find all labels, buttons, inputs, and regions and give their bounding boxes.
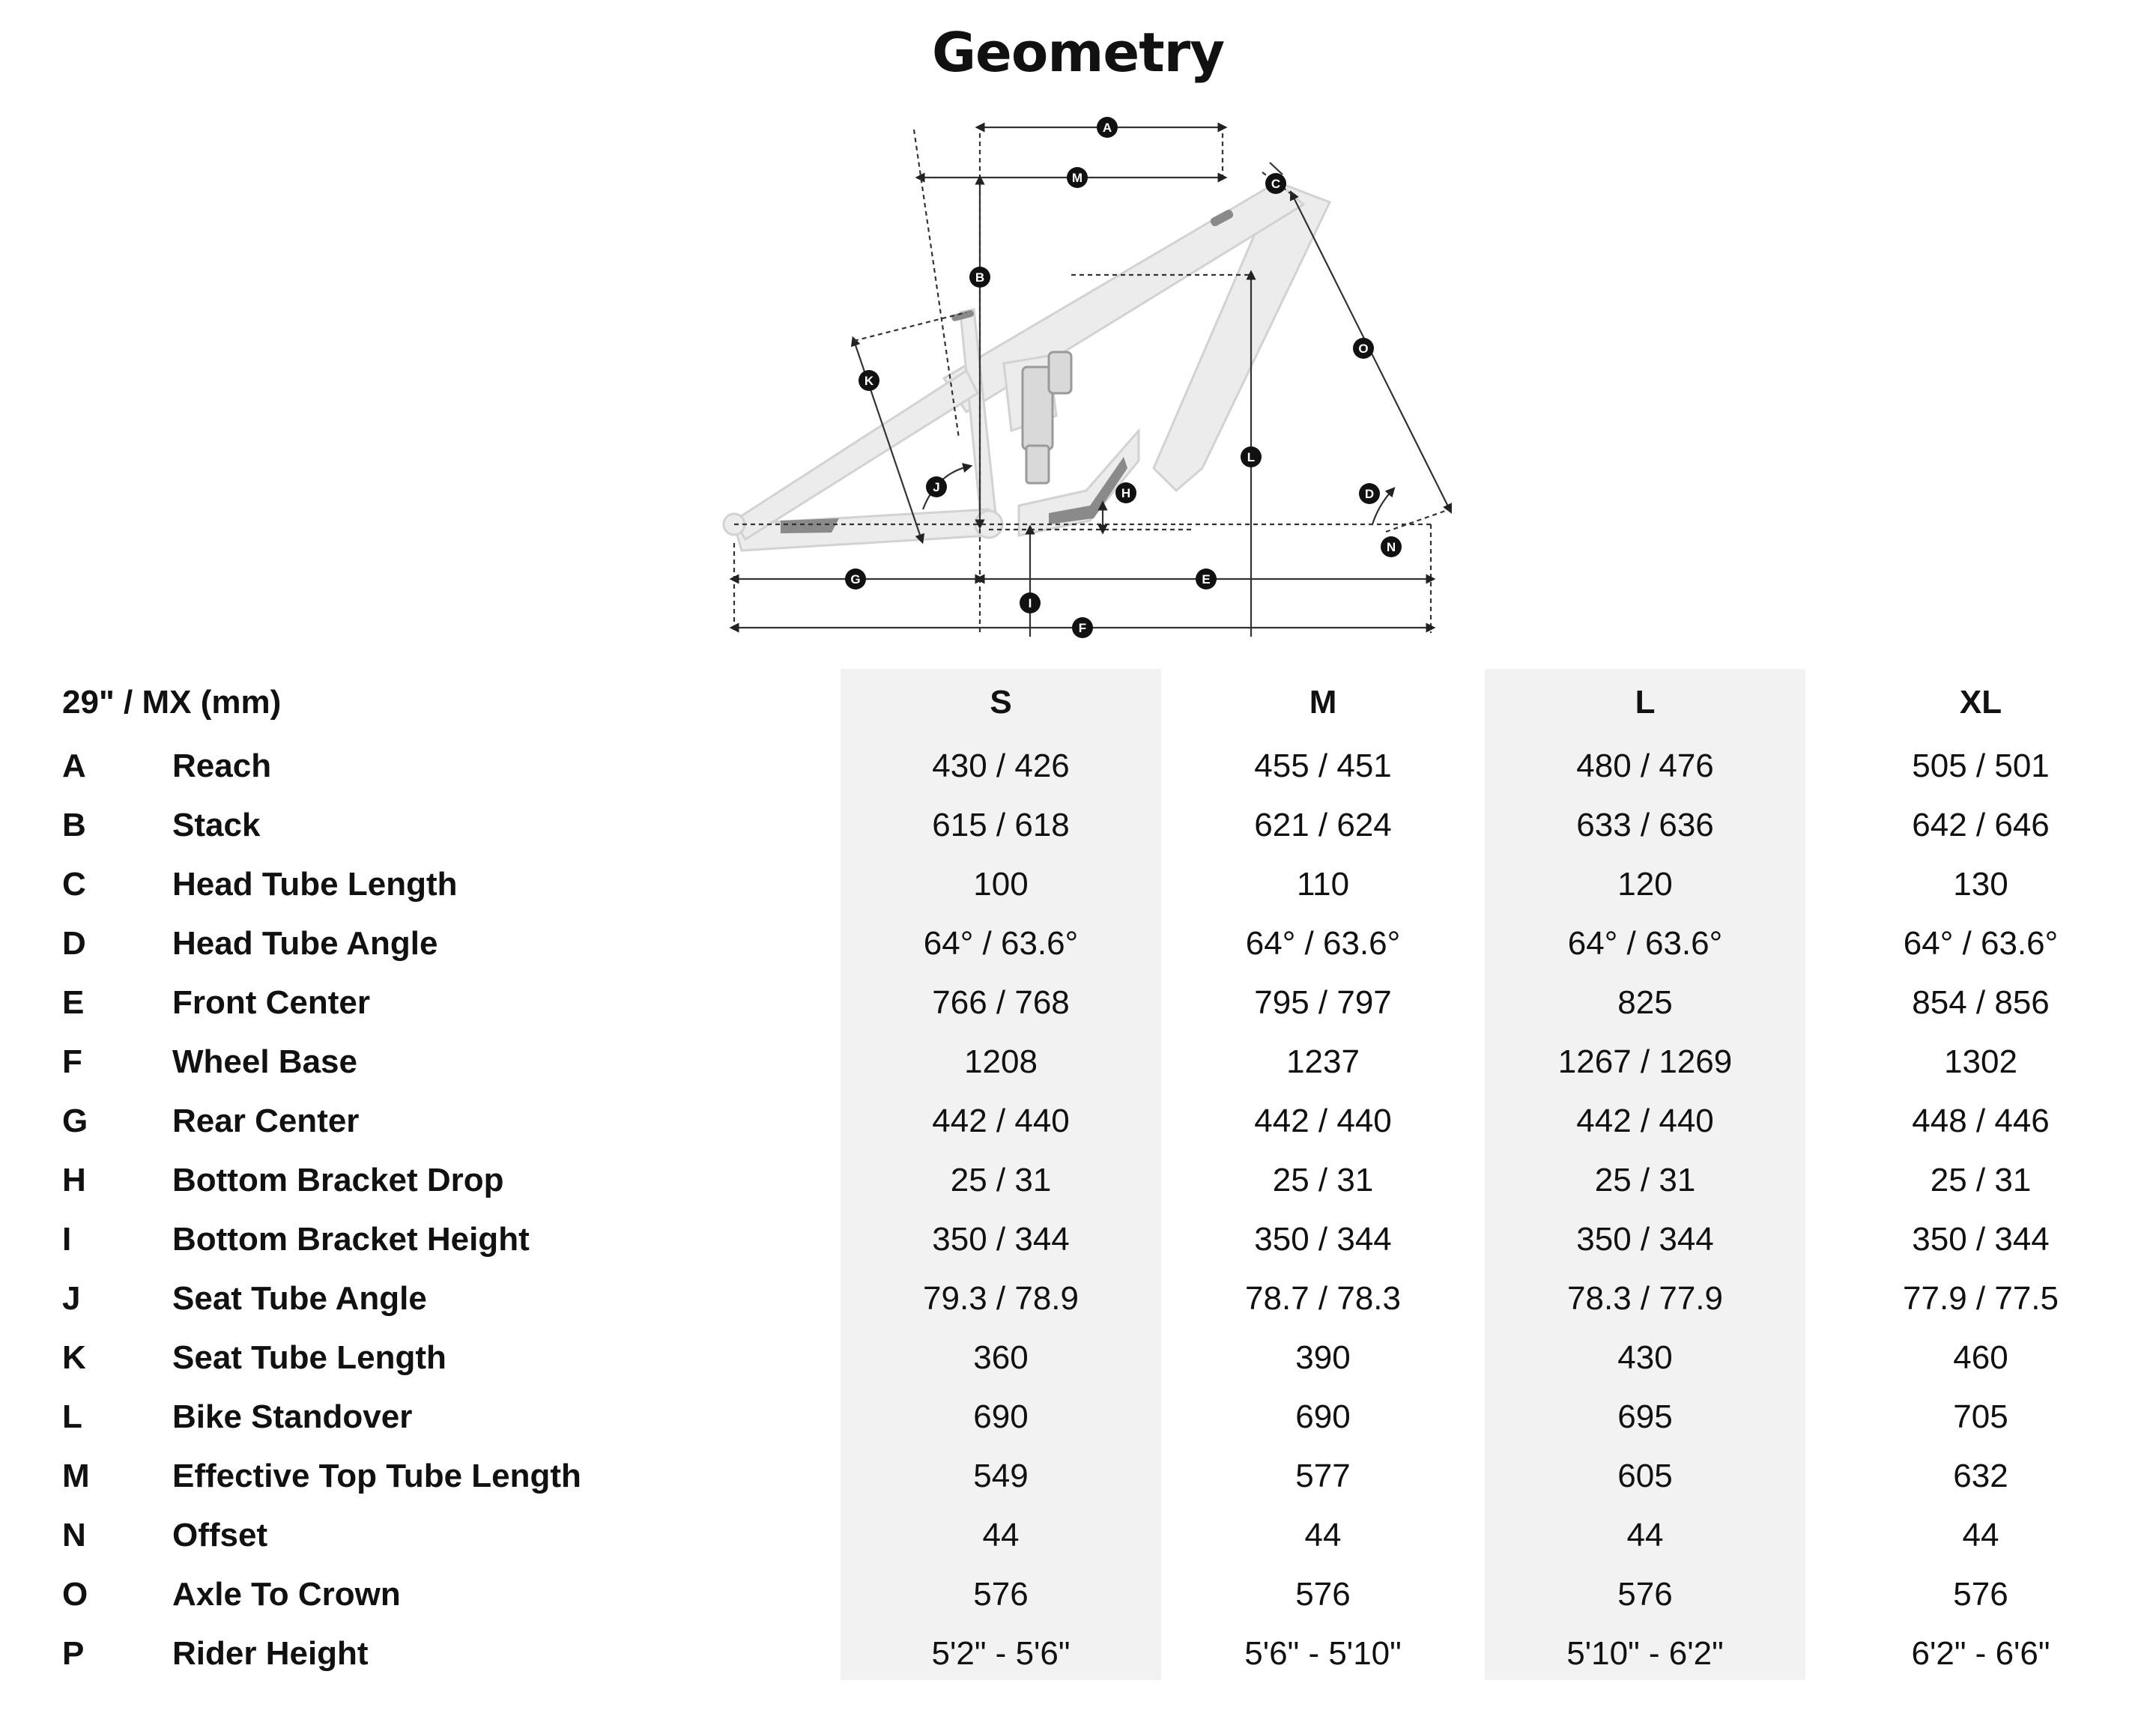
value-cell-l: 480 / 476 <box>1576 747 1714 784</box>
value-cell-l: 442 / 440 <box>1576 1102 1714 1139</box>
value-cell-xl: 1302 <box>1944 1043 2017 1080</box>
value-cell-l: 430 <box>1617 1339 1673 1376</box>
value-cell-l: 78.3 / 77.9 <box>1567 1279 1723 1317</box>
row-measurement-name: Wheel Base <box>172 1043 357 1080</box>
header-row <box>0 669 2156 736</box>
dimension-lines <box>734 125 1450 637</box>
row-measurement-name: Offset <box>172 1516 268 1553</box>
table-row <box>0 795 2156 855</box>
size-header-s: S <box>990 684 1012 721</box>
svg-text:L: L <box>1247 450 1256 464</box>
value-cell-xl: 632 <box>1953 1457 2008 1494</box>
value-cell-s: 360 <box>973 1339 1029 1376</box>
value-cell-s: 549 <box>973 1457 1029 1494</box>
value-cell-m: 442 / 440 <box>1254 1102 1392 1139</box>
table-row <box>0 1150 2156 1210</box>
row-letter: F <box>62 1043 82 1080</box>
row-measurement-name: Seat Tube Angle <box>172 1279 427 1317</box>
table-row <box>0 1624 2156 1683</box>
svg-text:G: G <box>850 572 861 586</box>
row-letter: B <box>62 806 86 843</box>
value-cell-xl: 448 / 446 <box>1912 1102 2050 1139</box>
page-title: Geometry <box>931 21 1225 84</box>
row-measurement-name: Bottom Bracket Height <box>172 1220 530 1258</box>
label-h <box>1115 482 1136 503</box>
value-cell-xl: 44 <box>1962 1516 1999 1553</box>
row-measurement-name: Rider Height <box>172 1634 369 1672</box>
label-a <box>1097 117 1118 138</box>
value-cell-m: 576 <box>1295 1575 1351 1613</box>
row-measurement-name: Bike Standover <box>172 1398 413 1435</box>
table-row <box>0 1328 2156 1387</box>
row-letter: K <box>62 1339 86 1376</box>
table-row <box>0 1446 2156 1506</box>
value-cell-s: 25 / 31 <box>950 1161 1052 1198</box>
value-cell-m: 577 <box>1295 1457 1351 1494</box>
size-header-xl: XL <box>1959 684 2002 721</box>
value-cell-l: 25 / 31 <box>1594 1161 1696 1198</box>
value-cell-m: 25 / 31 <box>1272 1161 1374 1198</box>
label-k <box>859 370 879 391</box>
row-letter: N <box>62 1516 86 1553</box>
bike-frame-illustration <box>719 116 1468 648</box>
value-cell-s: 690 <box>973 1398 1029 1435</box>
row-measurement-name: Head Tube Angle <box>172 924 438 962</box>
value-cell-s: 430 / 426 <box>932 747 1070 784</box>
row-letter: E <box>62 983 85 1021</box>
value-cell-m: 350 / 344 <box>1254 1220 1392 1258</box>
svg-text:B: B <box>975 270 985 285</box>
value-cell-l: 576 <box>1617 1575 1673 1613</box>
svg-text:A: A <box>1102 121 1112 135</box>
row-measurement-name: Stack <box>172 806 261 843</box>
value-cell-s: 5'2" - 5'6" <box>931 1634 1071 1672</box>
value-cell-s: 1208 <box>964 1043 1038 1080</box>
value-cell-s: 615 / 618 <box>932 806 1070 843</box>
geometry-diagram <box>719 116 1468 648</box>
value-cell-m: 110 <box>1296 865 1350 903</box>
row-letter: D <box>62 924 86 962</box>
value-cell-xl: 505 / 501 <box>1912 747 2050 784</box>
value-cell-l: 1267 / 1269 <box>1557 1043 1733 1080</box>
label-d <box>1359 483 1380 504</box>
row-letter: L <box>62 1398 82 1435</box>
value-cell-s: 64° / 63.6° <box>923 924 1079 962</box>
table-row <box>0 1506 2156 1565</box>
value-cell-xl: 6'2" - 6'6" <box>1911 1634 2050 1672</box>
table-row <box>0 1210 2156 1269</box>
value-cell-m: 621 / 624 <box>1254 806 1392 843</box>
label-g <box>845 569 866 589</box>
table-row <box>0 1565 2156 1624</box>
value-cell-xl: 854 / 856 <box>1912 983 2050 1021</box>
size-header-m: M <box>1309 684 1337 721</box>
value-cell-m: 390 <box>1295 1339 1351 1376</box>
value-cell-s: 79.3 / 78.9 <box>923 1279 1079 1317</box>
value-cell-xl: 705 <box>1953 1398 2008 1435</box>
value-cell-l: 64° / 63.6° <box>1567 924 1723 962</box>
unit-header: 29" / MX (mm) <box>62 684 282 721</box>
svg-text:H: H <box>1121 486 1131 500</box>
value-cell-xl: 350 / 344 <box>1912 1220 2050 1258</box>
geometry-table <box>0 669 2156 1683</box>
value-cell-xl: 130 <box>1953 865 2008 903</box>
table-row <box>0 914 2156 973</box>
value-cell-m: 44 <box>1304 1516 1342 1553</box>
table-row <box>0 1032 2156 1091</box>
value-cell-xl: 64° / 63.6° <box>1903 924 2059 962</box>
svg-text:O: O <box>1358 342 1369 356</box>
value-cell-s: 442 / 440 <box>932 1102 1070 1139</box>
table-row <box>0 973 2156 1032</box>
label-e <box>1196 569 1217 589</box>
label-j <box>926 476 947 497</box>
row-measurement-name: Effective Top Tube Length <box>172 1457 581 1494</box>
value-cell-s: 44 <box>982 1516 1020 1553</box>
value-cell-l: 695 <box>1617 1398 1673 1435</box>
value-cell-xl: 25 / 31 <box>1930 1161 2032 1198</box>
table-body <box>0 736 2156 1683</box>
label-o <box>1353 338 1374 359</box>
value-cell-m: 64° / 63.6° <box>1245 924 1401 962</box>
table-row <box>0 1387 2156 1446</box>
value-cell-l: 120 <box>1617 865 1673 903</box>
value-cell-l: 350 / 344 <box>1576 1220 1714 1258</box>
svg-text:N: N <box>1386 540 1396 554</box>
label-l <box>1241 446 1262 467</box>
row-letter: M <box>62 1457 90 1494</box>
row-letter: P <box>62 1634 85 1672</box>
value-cell-m: 78.7 / 78.3 <box>1245 1279 1401 1317</box>
label-c <box>1265 173 1286 194</box>
row-letter: H <box>62 1161 86 1198</box>
svg-text:K: K <box>864 374 874 388</box>
row-measurement-name: Bottom Bracket Drop <box>172 1161 504 1198</box>
value-cell-l: 825 <box>1617 983 1673 1021</box>
value-cell-m: 455 / 451 <box>1254 747 1392 784</box>
value-cell-s: 100 <box>973 865 1029 903</box>
table-row <box>0 736 2156 795</box>
svg-text:M: M <box>1071 171 1083 185</box>
row-measurement-name: Rear Center <box>172 1102 360 1139</box>
row-measurement-name: Seat Tube Length <box>172 1339 446 1376</box>
svg-text:F: F <box>1078 621 1087 635</box>
row-letter: J <box>62 1279 81 1317</box>
value-cell-m: 5'6" - 5'10" <box>1244 1634 1402 1672</box>
svg-text:J: J <box>933 480 940 494</box>
value-cell-m: 690 <box>1295 1398 1351 1435</box>
label-m <box>1067 167 1088 188</box>
value-cell-l: 605 <box>1617 1457 1673 1494</box>
value-cell-l: 44 <box>1626 1516 1664 1553</box>
table-row <box>0 1091 2156 1150</box>
row-letter: I <box>62 1220 72 1258</box>
dimension-labels <box>845 117 1402 638</box>
size-header-l: L <box>1635 684 1656 721</box>
row-letter: O <box>62 1575 88 1613</box>
value-cell-s: 576 <box>973 1575 1029 1613</box>
label-i <box>1020 592 1041 613</box>
table-row <box>0 1269 2156 1328</box>
row-measurement-name: Front Center <box>172 983 370 1021</box>
svg-text:I: I <box>1028 596 1032 610</box>
table-row <box>0 855 2156 914</box>
value-cell-s: 766 / 768 <box>932 983 1070 1021</box>
table-header <box>0 669 2156 736</box>
value-cell-xl: 642 / 646 <box>1912 806 2050 843</box>
row-measurement-name: Reach <box>172 747 272 784</box>
label-f <box>1072 617 1093 638</box>
value-cell-m: 1237 <box>1286 1043 1360 1080</box>
value-cell-xl: 77.9 / 77.5 <box>1903 1279 2059 1317</box>
value-cell-l: 633 / 636 <box>1576 806 1714 843</box>
value-cell-xl: 460 <box>1953 1339 2008 1376</box>
row-letter: A <box>62 747 86 784</box>
svg-text:C: C <box>1271 177 1281 191</box>
value-cell-xl: 576 <box>1953 1575 2008 1613</box>
row-letter: G <box>62 1102 88 1139</box>
svg-text:D: D <box>1364 487 1375 501</box>
value-cell-m: 795 / 797 <box>1254 983 1392 1021</box>
value-cell-l: 5'10" - 6'2" <box>1566 1634 1724 1672</box>
row-measurement-name: Axle To Crown <box>172 1575 401 1613</box>
svg-text:E: E <box>1202 572 1211 586</box>
label-b <box>969 267 990 288</box>
value-cell-s: 350 / 344 <box>932 1220 1070 1258</box>
rear-shock <box>1023 352 1071 483</box>
row-letter: C <box>62 865 86 903</box>
label-n <box>1381 536 1402 557</box>
row-measurement-name: Head Tube Length <box>172 865 458 903</box>
